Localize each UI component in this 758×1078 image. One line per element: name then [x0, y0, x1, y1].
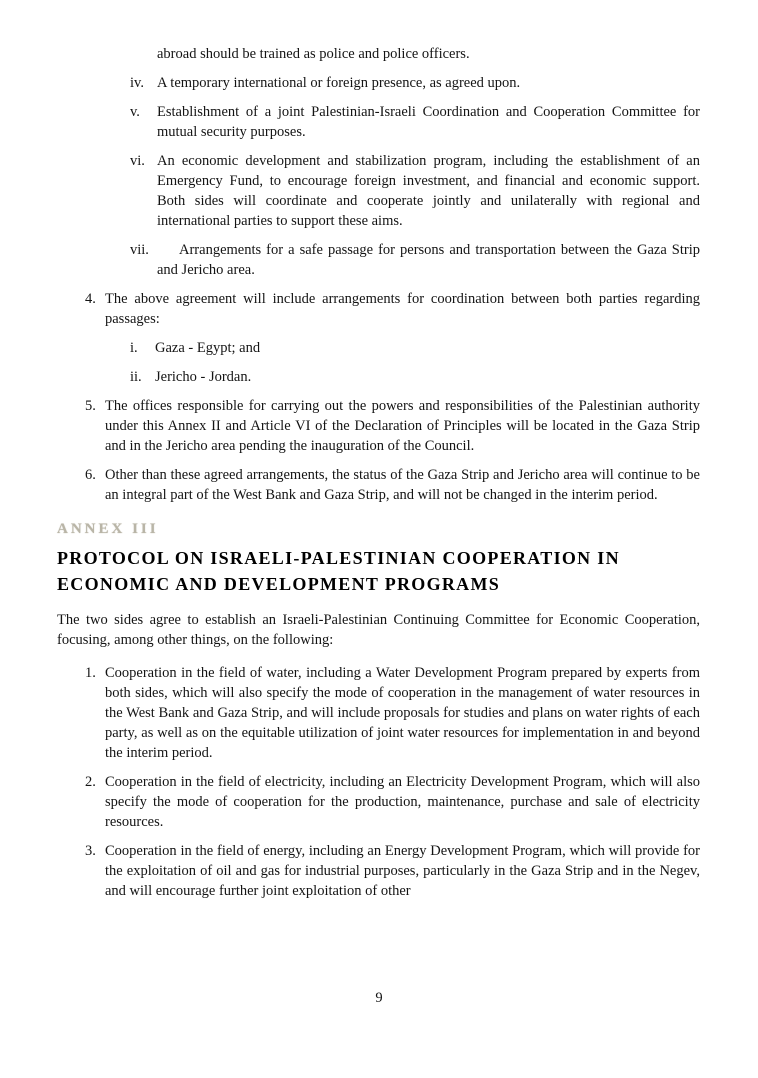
list-marker: 6.: [85, 467, 96, 483]
list-item-econ-1: [85, 663, 700, 763]
list-text: Arrangements for a safe passage for persons and transportation between the Gaza Strip and Jericho area.: [157, 242, 700, 278]
list-item-vi: [130, 151, 700, 231]
list-item-iv: [130, 73, 700, 93]
continuation-line: abroad should be trained as police and police officers.: [157, 46, 470, 62]
list-marker: 4.: [85, 291, 96, 307]
list-text: The above agreement will include arrangements for coordination between both parties regarding passages:: [105, 291, 700, 327]
list-item-econ-3: [85, 841, 700, 901]
list-marker: ii.: [130, 369, 142, 385]
list-text: Establishment of a joint Palestinian-Israeli Coordination and Cooperation Committee for mutual security purposes.: [157, 104, 700, 140]
heading-line-1: PROTOCOL ON ISRAELI-PALESTINIAN COOPERATION IN: [57, 548, 620, 568]
list-item-6: [85, 465, 700, 505]
list-marker: vi.: [130, 153, 145, 169]
list-text: Gaza - Egypt; and: [155, 340, 261, 356]
list-marker: i.: [130, 340, 138, 356]
list-text: The offices responsible for carrying out the powers and responsibilities of the Palestinian authority under this Annex II and Article VI of the Declaration of Principles will be located in the Gaza Strip and in the Jericho area pending the inauguration of the Council.: [105, 398, 700, 454]
list-item-vii: [130, 240, 700, 280]
list-marker: vii.: [130, 242, 149, 258]
intro-paragraph: The two sides agree to establish an Israeli-Palestinian Continuing Committee for Economic Cooperation, focusing, among other things, on the following:: [57, 612, 700, 648]
list-marker: 3.: [85, 843, 96, 859]
list-text: Cooperation in the field of electricity, including an Electricity Development Program, which will also specify the mode of cooperation for the production, maintenance, purchase and sale of electricity resources.: [105, 774, 700, 830]
section-heading: [57, 545, 700, 597]
list-marker: iv.: [130, 75, 144, 91]
list-text: Cooperation in the field of water, including a Water Development Program prepared by experts from both sides, which will also specify the mode of cooperation in the management of water resources in the West Bank and Gaza Strip, and will include proposals for studies and plans on water rights of each party, as well as on the equitable utilization of joint water resources for implementation in and beyond the interim period.: [105, 665, 700, 761]
list-marker: 5.: [85, 398, 96, 414]
list-item-4-ii: [130, 367, 700, 387]
list-text: A temporary international or foreign presence, as agreed upon.: [157, 75, 521, 91]
list-marker: 2.: [85, 774, 96, 790]
list-item-econ-2: [85, 772, 700, 832]
list-text: An economic development and stabilization program, including the establishment of an Emergency Fund, to encourage foreign investment, and financial and economic support. Both sides will coordinate and cooperate jointly and unilaterally with regional and international parties to support these aims.: [157, 153, 700, 229]
list-item-4: [85, 289, 700, 329]
annex-label: ANNEX III: [57, 521, 159, 537]
list-marker: 1.: [85, 665, 96, 681]
list-item-5: [85, 396, 700, 456]
list-text: Other than these agreed arrangements, the status of the Gaza Strip and Jericho area will continue to be an integral part of the West Bank and Gaza Strip, and will not be changed in the interim period.: [105, 467, 700, 503]
list-text: Cooperation in the field of energy, including an Energy Development Program, which will provide for the exploitation of oil and gas for industrial purposes, particularly in the Gaza Strip and in the Negev, and will encourage further joint exploitation of other: [105, 843, 700, 899]
list-item-4-i: [130, 338, 700, 358]
heading-line-2: ECONOMIC AND DEVELOPMENT PROGRAMS: [57, 574, 501, 594]
list-marker: v.: [130, 104, 140, 120]
page-number: 9: [375, 990, 383, 1006]
list-text: Jericho - Jordan.: [155, 369, 252, 385]
list-item-v: [130, 102, 700, 142]
